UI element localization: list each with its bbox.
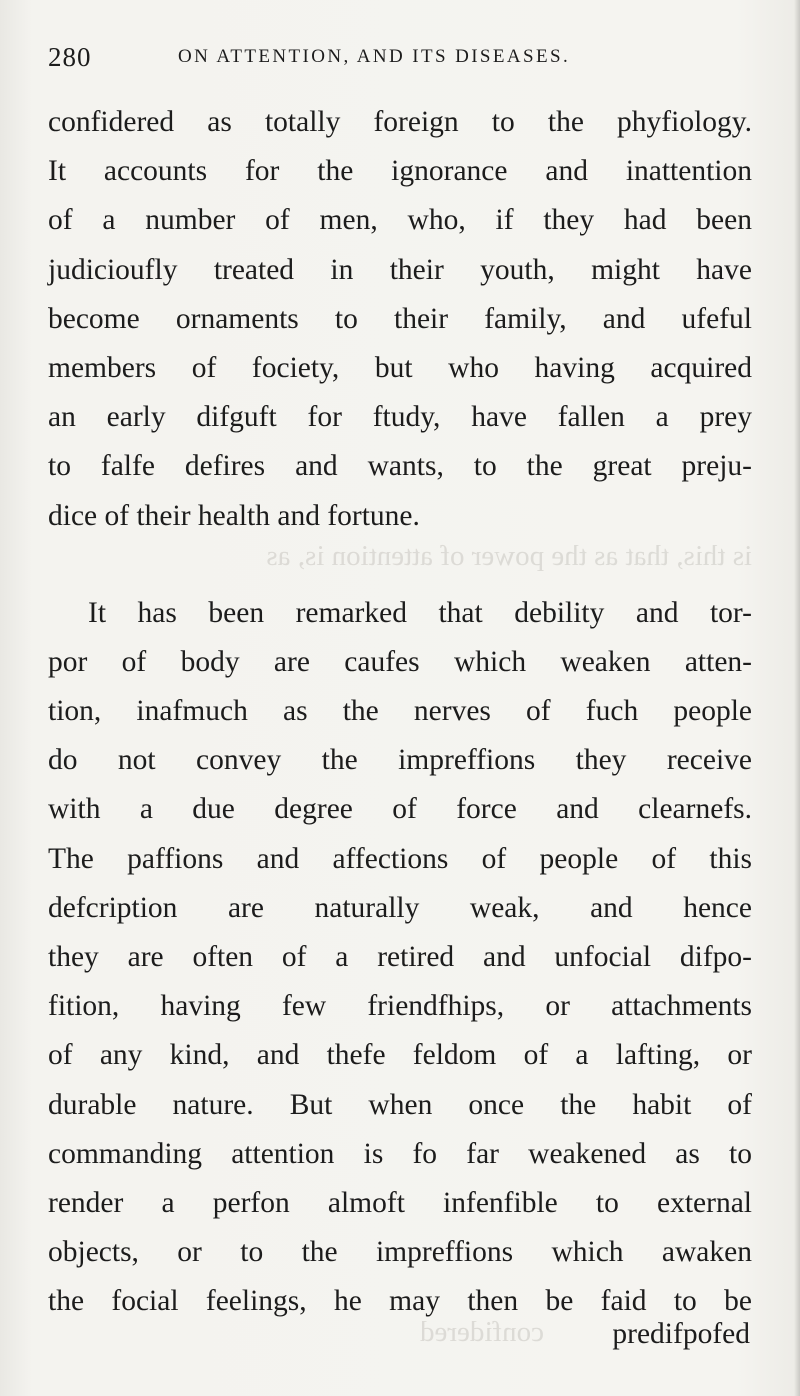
text-line: commanding attention is fo far weakened as to <box>48 1137 752 1170</box>
text-line: objects, or to the impreffions which awaken <box>48 1236 752 1269</box>
text-line: It has been remarked that debility and tor- <box>88 596 752 629</box>
text-line: tion, inafmuch as the nerves of fuch people <box>48 695 752 728</box>
text-line: defcription are naturally weak, and hence <box>48 891 752 924</box>
text-line: of any kind, and thefe feldom of a lafting, or <box>48 1039 752 1072</box>
paragraph-2 <box>48 589 752 1327</box>
text-line: become ornaments to their family, and ufeful <box>48 302 752 335</box>
text-line: do not convey the impreffions they receive <box>48 744 752 777</box>
show-through-text: confidered <box>420 1316 544 1348</box>
text-line: they are often of a retired and unfocial difpo- <box>48 941 752 973</box>
show-through-text: is this, that as the power of attention is, as <box>266 540 752 572</box>
text-line: to falfe defires and wants, to the great preju- <box>48 450 752 483</box>
text-line: fition, having few friendfhips, or attachments <box>48 990 752 1023</box>
text-line: members of fociety, but who having acquired <box>48 351 752 384</box>
page-edge-shadow <box>794 0 800 1396</box>
running-head: ON ATTENTION, AND ITS DISEASES. <box>178 46 571 67</box>
page-number: 280 <box>48 42 92 72</box>
text-line: of a number of men, who, if they had been <box>48 204 752 237</box>
page-header <box>48 42 708 82</box>
text-line: an early difguft for ftudy, have fallen a prey <box>48 401 752 434</box>
text-line: render a perfon almoft infenfible to external <box>48 1186 752 1219</box>
text-line: It accounts for the ignorance and inattention <box>48 155 752 188</box>
text-line: dice of their health and fortune. <box>48 499 420 532</box>
paragraph-gap <box>48 541 752 589</box>
text-line: the focial feelings, he may then be faid to be <box>48 1285 752 1318</box>
text-line: por of body are caufes which weaken atten- <box>48 645 752 678</box>
catchword: predifpofed <box>612 1318 750 1350</box>
text-line: with a due degree of force and clearnefs. <box>48 793 752 826</box>
text-line: judicioufly treated in their youth, might have <box>48 253 752 286</box>
body-text <box>48 98 752 1327</box>
paragraph-1 <box>48 98 752 541</box>
text-line: confidered as totally foreign to the phyfiology. <box>48 106 752 138</box>
text-line: The paffions and affections of people of this <box>48 842 752 875</box>
text-line: durable nature. But when once the habit of <box>48 1088 752 1121</box>
